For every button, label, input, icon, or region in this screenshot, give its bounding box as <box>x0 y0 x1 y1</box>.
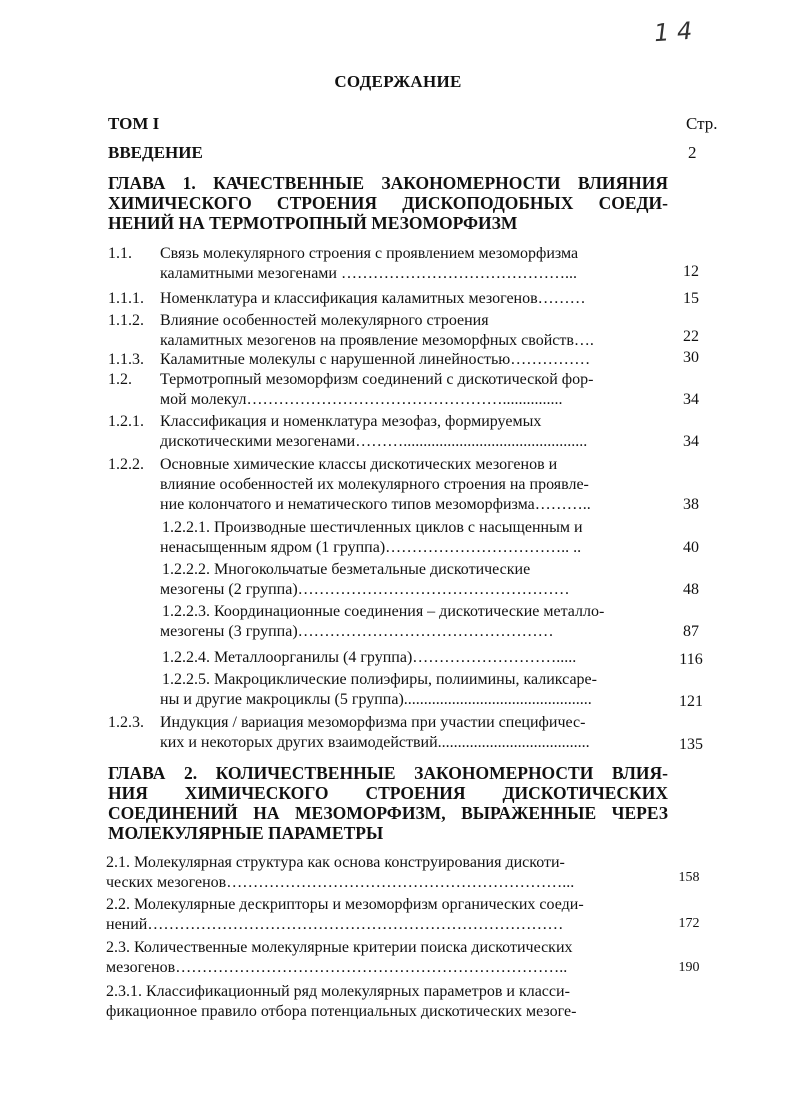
toc-entry-line: Индукция / вариация мезоморфизма при участии специфичес- <box>160 714 586 731</box>
toc-entry-number: 1.2.1. <box>108 413 144 430</box>
page-title: СОДЕРЖАНИЕ <box>334 72 462 91</box>
chapter-2-heading <box>108 763 668 843</box>
toc-entry-line: Связь молекулярного строения с проявлением мезоморфизма <box>160 245 579 262</box>
toc-entry-text <box>160 289 670 309</box>
toc-entry-number: 1.1.3. <box>108 351 144 368</box>
toc-entry-line: ких и некоторых других взаимодействий...................................... <box>160 734 590 751</box>
toc-entry-line: 2.1. Молекулярная структура как основа конструирования дискоти- <box>106 854 565 871</box>
toc-entry-text <box>106 938 662 978</box>
toc-entry-number: 1.2.2. <box>108 456 144 473</box>
chapter-2-heading-line: НИЯ ХИМИЧЕСКОГО СТРОЕНИЯ ДИСКОТИЧЕСКИХ <box>108 783 668 803</box>
toc-entry-number: 1.1.2. <box>108 312 144 329</box>
chapter-1-heading-line: ГЛАВА 1. КАЧЕСТВЕННЫЕ ЗАКОНОМЕРНОСТИ ВЛИЯНИЯ <box>108 173 668 193</box>
toc-entry-page: 48 <box>683 581 699 598</box>
toc-entry-text <box>106 982 662 1022</box>
toc-subentry-text <box>160 670 670 710</box>
toc-subentry-text <box>160 648 670 668</box>
toc-entry-line: каламитными мезогенами ……………………………………... <box>160 265 577 282</box>
toc-entry-line: мезогены (2 группа)…………………………………………… <box>160 581 570 598</box>
toc-entry-number: 1.2. <box>108 371 132 388</box>
chapter-1-heading-line: ХИМИЧЕСКОГО СТРОЕНИЯ ДИСКОПОДОБНЫХ СОЕДИ- <box>108 193 668 213</box>
toc-entry-line: Каламитные молекулы с нарушенной линейностью…………… <box>160 351 591 368</box>
toc-entry-line: ческих мезогенов………………………………………………………... <box>106 874 575 891</box>
chapter-2-heading-line: СОЕДИНЕНИЙ НА МЕЗОМОРФИЗМ, ВЫРАЖЕННЫЕ ЧЕРЕЗ <box>108 803 668 823</box>
toc-subentry-text <box>160 560 670 600</box>
toc-entry-text <box>160 412 670 452</box>
toc-entry-line: мезогенов……………………………………………………………….. <box>106 959 568 976</box>
toc-entry-line: влияние особенностей их молекулярного строения на проявле- <box>160 476 589 493</box>
toc-entry-page: 87 <box>683 623 699 640</box>
toc-entry-line: Основные химические классы дискотических мезогенов и <box>160 456 558 473</box>
volume-label: ТОМ I <box>108 114 160 133</box>
toc-entry-page: 30 <box>683 349 699 366</box>
toc-entry-line: мой молекул…………………………………………............... <box>160 391 563 408</box>
toc-entry-text <box>106 895 662 935</box>
chapter-2-heading-line: ГЛАВА 2. КОЛИЧЕСТВЕННЫЕ ЗАКОНОМЕРНОСТИ ВЛИЯ- <box>108 763 668 783</box>
toc-entry-line: нений…………………………………………………………………… <box>106 916 564 933</box>
handwritten-page-mark: 1 4 <box>653 16 694 48</box>
toc-entry-page: 38 <box>683 496 699 513</box>
intro-page: 2 <box>688 143 697 162</box>
toc-entry-page: 40 <box>683 539 699 556</box>
toc-entry-line: ненасыщенным ядром (1 группа)…………………………….. .. <box>160 539 582 556</box>
toc-entry-page: 12 <box>683 263 699 280</box>
toc-subentry-text <box>160 602 670 642</box>
toc-entry-line: 1.2.2.3. Координационные соединения – дискотические металло- <box>162 603 605 620</box>
toc-entry-line: каламитных мезогенов на проявление мезоморфных свойств…. <box>160 332 594 349</box>
toc-entry-page: 158 <box>678 870 700 885</box>
toc-entry-line: ны и другие макроциклы (5 группа)............................................... <box>160 691 592 708</box>
chapter-1-heading <box>108 173 668 233</box>
toc-entry-page: 116 <box>679 651 703 668</box>
toc-entry-line: ние колончатого и нематического типов мезоморфизма……….. <box>160 496 591 513</box>
toc-entry-line: 2.2. Молекулярные дескрипторы и мезоморфизм органических соеди- <box>106 896 584 913</box>
toc-entry-page: 15 <box>683 290 699 307</box>
toc-entry-line: фикационное правило отбора потенциальных дискотических мезоге- <box>106 1003 577 1020</box>
toc-entry-page: 34 <box>683 391 699 408</box>
toc-subentry-text <box>160 518 670 558</box>
toc-entry-line: 1.2.2.5. Макроциклические полиэфиры, полиимины, каликсаре- <box>162 671 597 688</box>
toc-entry-page: 172 <box>678 916 700 931</box>
toc-entry-page: 190 <box>678 960 700 975</box>
toc-entry-line: 1.2.2.4. Металлоорганилы (4 группа)………………………..... <box>162 649 577 666</box>
toc-entry-line: Номенклатура и классификация каламитных мезогенов……… <box>160 290 586 307</box>
toc-entry-page: 34 <box>683 433 699 450</box>
toc-entry-text <box>160 311 670 351</box>
toc-entry-text <box>160 350 670 370</box>
toc-entry-line: Влияние особенностей молекулярного строения <box>160 312 489 329</box>
toc-entry-number: 1.1.1. <box>108 290 144 307</box>
toc-entry-line: 2.3.1. Классификационный ряд молекулярных параметров и класси- <box>106 983 570 1000</box>
toc-entry-line: Классификация и номенклатура мезофаз, формируемых <box>160 413 542 430</box>
toc-entry-page: 135 <box>679 736 703 753</box>
page-column-header: Стр. <box>686 114 718 133</box>
toc-entry-line: 2.3. Количественные молекулярные критерии поиска дискотических <box>106 939 573 956</box>
chapter-2-heading-line: МОЛЕКУЛЯРНЫЕ ПАРАМЕТРЫ <box>108 823 384 843</box>
toc-entry-line: 1.2.2.2. Многокольчатые безметальные дискотические <box>162 561 531 578</box>
toc-entry-text <box>106 853 662 893</box>
toc-entry-page: 22 <box>683 328 699 345</box>
toc-entry-page: 121 <box>679 693 703 710</box>
toc-entry-line: 1.2.2.1. Производные шестичленных циклов с насыщенным и <box>162 519 583 536</box>
toc-entry-text <box>160 244 670 284</box>
intro-label: ВВЕДЕНИЕ <box>108 143 203 162</box>
toc-entry-number: 1.1. <box>108 245 132 262</box>
toc-entry-text <box>160 713 670 753</box>
toc-entry-text <box>160 370 670 410</box>
toc-entry-line: мезогены (3 группа)………………………………………… <box>160 623 554 640</box>
toc-entry-line: дискотическими мезогенами……….............................................. <box>160 433 588 450</box>
toc-entry-number: 1.2.3. <box>108 714 144 731</box>
toc-entry-line: Термотропный мезоморфизм соединений с дискотической фор- <box>160 371 594 388</box>
toc-entry-text <box>160 455 670 515</box>
chapter-1-heading-line: НЕНИЙ НА ТЕРМОТРОПНЫЙ МЕЗОМОРФИЗМ <box>108 213 518 233</box>
